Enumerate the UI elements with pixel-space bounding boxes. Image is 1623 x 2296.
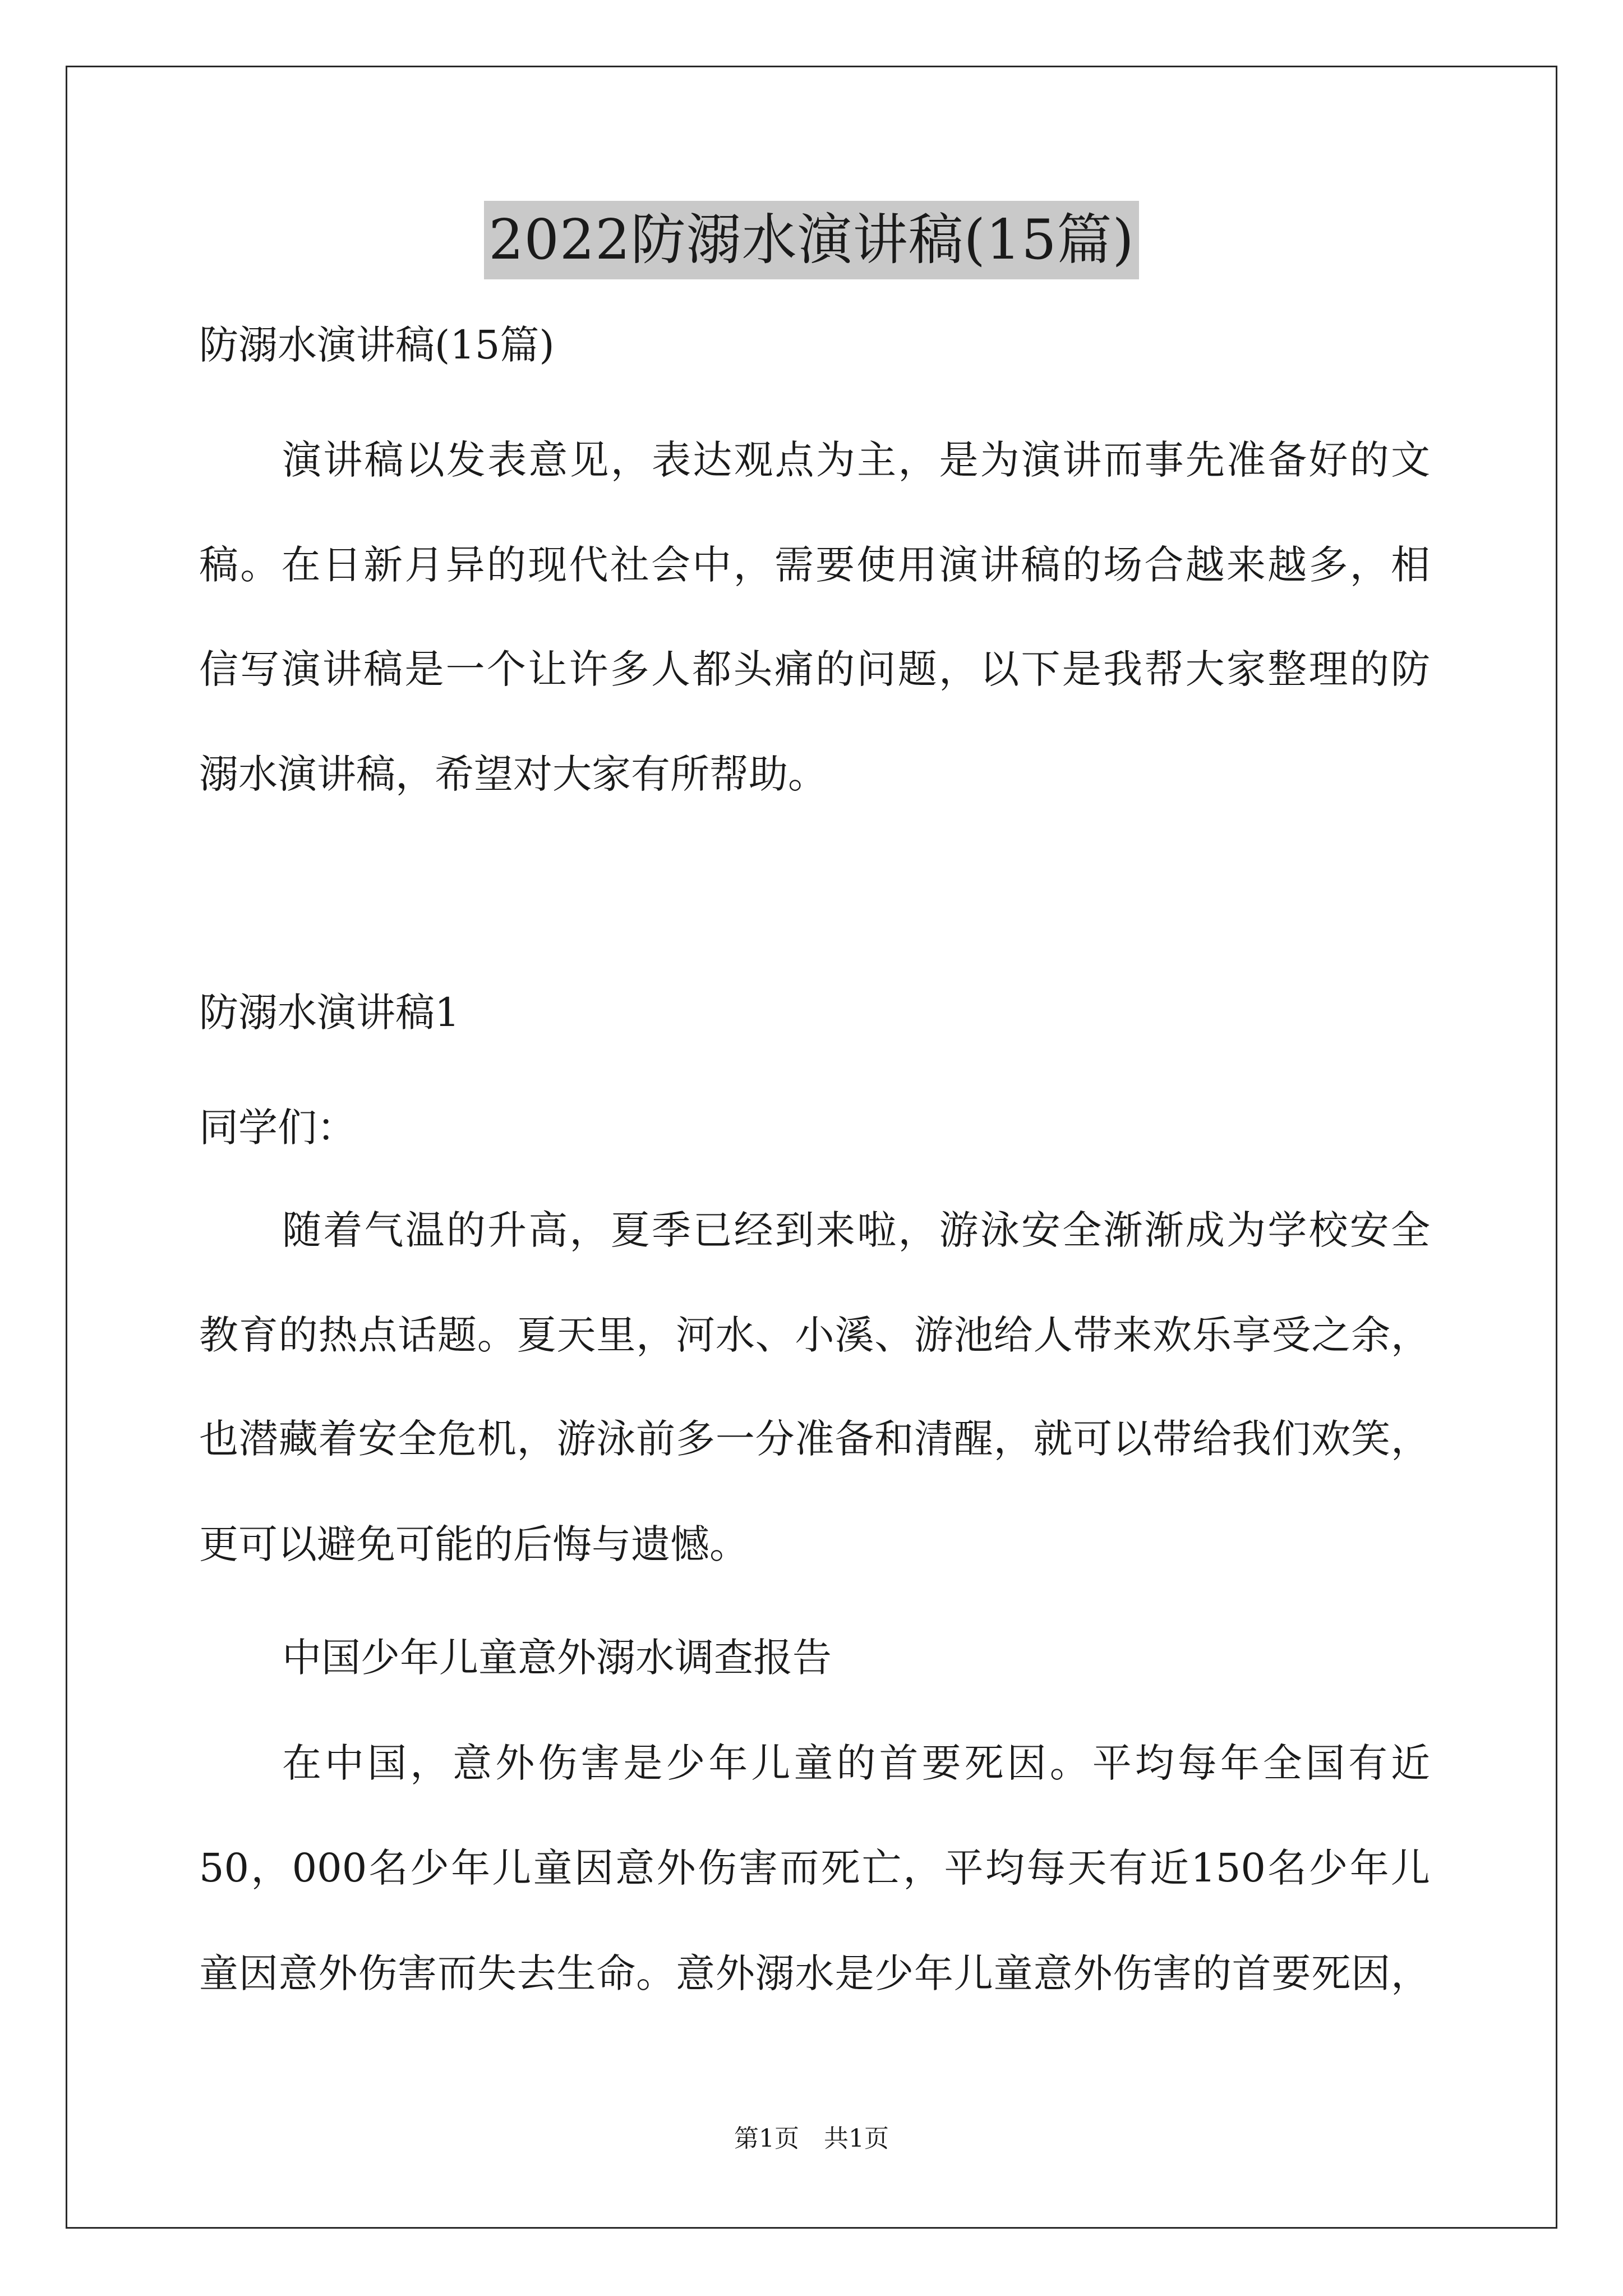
intro-line-3: 信写演讲稿是一个让许多人都头痛的问题，以下是我帮大家整理的防 bbox=[199, 646, 1430, 692]
section-heading: 防溺水演讲稿1 bbox=[199, 990, 460, 1036]
paragraph-1-line-2: 教育的热点话题。夏天里，河水、小溪、游池给人带来欢乐享受之余， bbox=[199, 1312, 1430, 1358]
paragraph-2-line-1: 在中国，意外伤害是少年儿童的首要死因。平均每年全国有近 bbox=[282, 1740, 1430, 1786]
document-subtitle: 防溺水演讲稿(15篇) bbox=[199, 322, 555, 368]
document-title: 2022防溺水演讲稿(15篇) bbox=[484, 201, 1139, 279]
page-footer: 第1页 共1页 bbox=[734, 2124, 889, 2153]
paragraph-1-line-4: 更可以避免可能的后悔与遗憾。 bbox=[199, 1521, 749, 1567]
paragraph-2-line-2: 50，000名少年儿童因意外伤害而死亡，平均每天有近150名少年儿 bbox=[199, 1845, 1430, 1891]
paragraph-1-line-1: 随着气温的升高，夏季已经到来啦，游泳安全渐渐成为学校安全 bbox=[282, 1207, 1430, 1253]
intro-line-1: 演讲稿以发表意见，表达观点为主，是为演讲而事先准备好的文 bbox=[282, 437, 1430, 483]
intro-line-4: 溺水演讲稿，希望对大家有所帮助。 bbox=[199, 751, 827, 797]
greeting: 同学们： bbox=[199, 1105, 356, 1151]
report-title: 中国少年儿童意外溺水调查报告 bbox=[282, 1635, 832, 1681]
paragraph-2-line-3: 童因意外伤害而失去生命。意外溺水是少年儿童意外伤害的首要死因， bbox=[199, 1950, 1430, 1996]
intro-line-2: 稿。在日新月异的现代社会中，需要使用演讲稿的场合越来越多，相 bbox=[199, 542, 1430, 588]
title-container bbox=[0, 201, 1623, 279]
paragraph-1-line-3: 也潜藏着安全危机，游泳前多一分准备和清醒，就可以带给我们欢笑， bbox=[199, 1416, 1430, 1462]
